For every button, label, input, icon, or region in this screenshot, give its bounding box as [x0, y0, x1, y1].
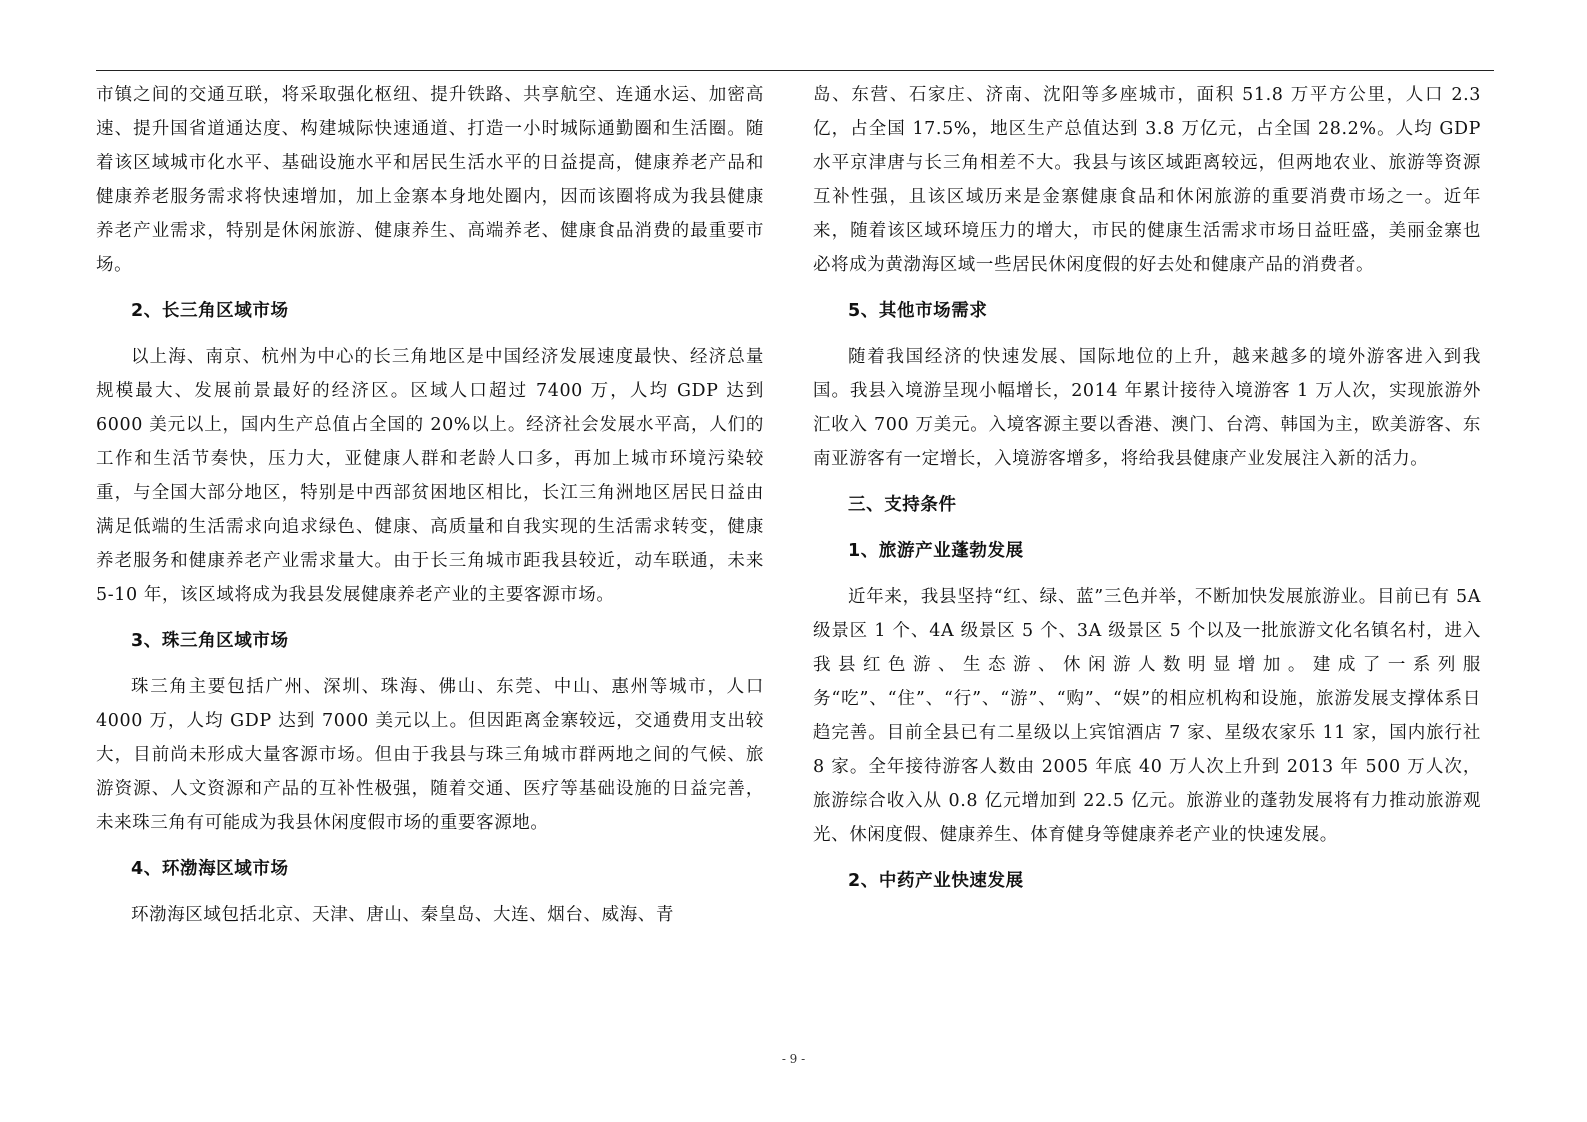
paragraph-yangtze-delta: 以上海、南京、杭州为中心的长三角地区是中国经济发展速度最快、经济总量规模最大、发展前景最好的经济区。区域人口超过 7400 万，人均 GDP 达到 6000 美元以上，国内生产总值占全国的 20%以上。经济社会发展水平高，人们的工作和生活节奏快，压力大，亚健康人群和老龄人口多，再加上城市环境污染较重，与全国大部分地区，特别是中西部贫困地区相比，长江三角洲地区居民日益由满足低端的生活需求向追求绿色、健康、高质量和自我实现的生活需求转变，健康养老服务和健康养老产业需求量大。由于长三角城市距我县较近，动车联通，未来 5-10 年，该区域将成为我县发展健康养老产业的主要客源市场。 — [96, 347, 764, 605]
page-number: - 9 - — [781, 1052, 806, 1066]
right-column — [813, 78, 1481, 910]
heading-pearl-delta-market: 3、珠三角区域市场 — [131, 631, 289, 651]
paragraph-pearl-delta: 珠三角主要包括广州、深圳、珠海、佛山、东莞、中山、惠州等城市，人口 4000 万，人均 GDP 达到 7000 美元以上。但因距离金寨较远，交通费用支出较大，目前尚未形成大量客源市场。但由于我县与珠三角城市群两地之间的气候、旅游资源、人文资源和产品的互补性极强，随着交通、医疗等基础设施的日益完善，未来珠三角有可能成为我县休闲度假市场的重要客源地。 — [96, 677, 764, 833]
left-column — [96, 78, 764, 944]
heading-bohai-market: 4、环渤海区域市场 — [131, 859, 289, 879]
header-rule — [96, 70, 1494, 71]
paragraph-bohai-start: 环渤海区域包括北京、天津、唐山、秦皇岛、大连、烟台、威海、青 — [131, 905, 674, 925]
paragraph-tourism-industry: 近年来，我县坚持“红、绿、蓝”三色并举，不断加快发展旅游业。目前已有 5A 级景区 1 个、4A 级景区 5 个、3A 级景区 5 个以及一批旅游文化名镇名村，进入我县红色游、生态游、休闲游人数明显增加。建成了一系列服务“吃”、“住”、“行”、“游”、“购”、“娱”的相应机构和设施，旅游发展支撑体系日趋完善。目前全县已有二星级以上宾馆酒店 7 家、星级农家乐 11 家，国内旅行社 8 家。全年接待游客人数由 2005 年底 40 万人次上升到 2013 年 500 万人次，旅游综合收入从 0.8 亿元增加到 22.5 亿元。旅游业的蓬勃发展将有力推动旅游观光、休闲度假、健康养生、体育健身等健康养老产业的快速发展。 — [813, 587, 1481, 845]
paragraph-bohai-cont: 岛、东营、石家庄、济南、沈阳等多座城市，面积 51.8 万平方公里，人口 2.3 亿，占全国 17.5%，地区生产总值达到 3.8 万亿元，占全国 28.2%。人均 GDP 水平京津唐与长三角相差不大。我县与该区域距离较远，但两地农业、旅游等资源互补性强，且该区域历来是金寨健康食品和休闲旅游的重要消费市场之一。近年来，随着该区域环境压力的增大，市民的健康生活需求市场日益旺盛，美丽金寨也必将成为黄渤海区域一些居民休闲度假的好去处和健康产品的消费者。 — [813, 85, 1481, 275]
paragraph-other-market: 随着我国经济的快速发展、国际地位的上升，越来越多的境外游客进入到我国。我县入境游呈现小幅增长，2014 年累计接待入境游客 1 万人次，实现旅游外汇收入 700 万美元。入境客源主要以香港、澳门、台湾、韩国为主，欧美游客、东南亚游客有一定增长，入境游客增多，将给我县健康产业发展注入新的活力。 — [813, 347, 1481, 469]
paragraph-transport: 市镇之间的交通互联，将采取强化枢纽、提升铁路、共享航空、连通水运、加密高速、提升国省道通达度、构建城际快速通道、打造一小时城际通勤圈和生活圈。随着该区域城市化水平、基础设施水平和居民生活水平的日益提高，健康养老产品和健康养老服务需求将快速增加，加上金寨本身地处圈内，因而该圈将成为我县健康养老产业需求，特别是休闲旅游、健康养生、高端养老、健康食品消费的最重要市场。 — [96, 85, 764, 275]
heading-tourism-industry: 1、旅游产业蓬勃发展 — [848, 541, 1024, 561]
heading-other-market: 5、其他市场需求 — [848, 301, 988, 321]
heading-tcm-industry: 2、中药产业快速发展 — [848, 871, 1024, 891]
heading-yangtze-delta-market: 2、长三角区域市场 — [131, 301, 289, 321]
heading-support-conditions: 三、支持条件 — [848, 495, 957, 515]
